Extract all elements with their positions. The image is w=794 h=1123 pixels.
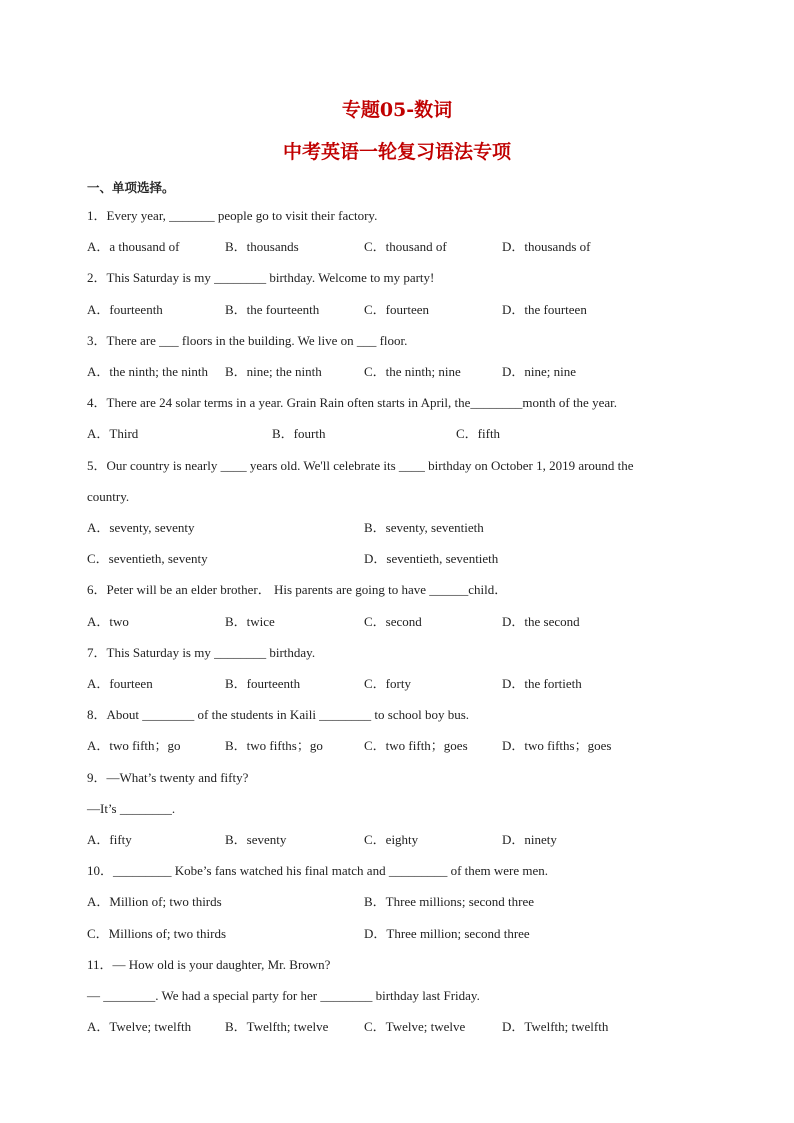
q1-option-a: A．a thousand of <box>87 239 180 254</box>
q4-option-b: B．fourth <box>272 426 326 441</box>
q1-option-b: B．thousands <box>225 239 299 254</box>
q9-option-a: A．fifty <box>87 832 132 847</box>
question-5-stem-cont: country. <box>87 489 130 504</box>
q10-option-b: B．Three millions; second three <box>364 894 535 909</box>
question-11-stem-cont: — ________. We had a special party for her ________ birthday last Friday. <box>87 988 480 1003</box>
q11-option-c: C．Twelve; twelve <box>364 1019 466 1034</box>
q7-option-c: C．forty <box>364 676 411 691</box>
q8-option-d: D．two fifths；goes <box>502 738 612 753</box>
q11-option-a: A．Twelve; twelfth <box>87 1019 192 1034</box>
q1-option-d: D．thousands of <box>502 239 591 254</box>
q5-option-d: D．seventieth, seventieth <box>364 551 499 566</box>
q9-option-c: C．eighty <box>364 832 419 847</box>
q2-option-b: B．the fourteenth <box>225 302 320 317</box>
q10-option-d: D．Three million; second three <box>364 926 530 941</box>
q3-option-d: D．nine; nine <box>502 364 577 379</box>
q11-option-d: D．Twelfth; twelfth <box>502 1019 609 1034</box>
q8-option-c: C．two fifth；goes <box>364 738 468 753</box>
question-6-stem: 6．Peter will be an elder brother． His parents are going to have ______child． <box>87 582 508 597</box>
question-2-stem: 2．This Saturday is my ________ birthday. Welcome to my party! <box>87 270 435 285</box>
section-heading: 一、单项选择。 <box>87 180 175 195</box>
q4-option-c: C．fifth <box>456 426 501 441</box>
q10-option-a: A．Million of; two thirds <box>87 894 222 909</box>
question-3-stem: 3．There are ___ floors in the building. We live on ___ floor. <box>87 333 408 348</box>
question-4-stem: 4．There are 24 solar terms in a year. Grain Rain often starts in April, the________month of the year. <box>87 395 617 410</box>
q9-option-b: B．seventy <box>225 832 287 847</box>
q6-option-a: A．two <box>87 614 129 629</box>
q7-option-a: A．fourteen <box>87 676 153 691</box>
question-7-stem: 7．This Saturday is my ________ birthday. <box>87 645 316 660</box>
page-title: 专题05-数词 <box>341 99 453 121</box>
q2-option-a: A．fourteenth <box>87 302 163 317</box>
q1-option-c: C．thousand of <box>364 239 447 254</box>
q7-option-d: D．the fortieth <box>502 676 582 691</box>
q5-option-a: A．seventy, seventy <box>87 520 195 535</box>
question-5-stem: 5．Our country is nearly ____ years old. We'll celebrate its ____ birthday on October 1, 2019 around the <box>87 458 634 473</box>
q9-option-d: D．ninety <box>502 832 557 847</box>
q2-option-d: D．the fourteen <box>502 302 587 317</box>
q3-option-c: C．the ninth; nine <box>364 364 461 379</box>
q8-option-b: B．two fifths；go <box>225 738 323 753</box>
q6-option-c: C．second <box>364 614 422 629</box>
question-1-stem: 1．Every year, _______ people go to visit their factory. <box>87 208 378 223</box>
question-10-stem: 10．_________ Kobe’s fans watched his final match and _________ of them were men. <box>87 863 549 878</box>
q5-option-b: B．seventy, seventieth <box>364 520 484 535</box>
q3-option-b: B．nine; the ninth <box>225 364 322 379</box>
q11-option-b: B．Twelfth; twelve <box>225 1019 329 1034</box>
page-subtitle: 中考英语一轮复习语法专项 <box>282 141 511 163</box>
question-11-stem: 11．— How old is your daughter, Mr. Brown? <box>87 957 331 972</box>
question-8-stem: 8．About ________ of the students in Kaili ________ to school boy bus. <box>87 707 470 722</box>
q4-option-a: A．Third <box>87 426 139 441</box>
q6-option-d: D．the second <box>502 614 580 629</box>
q5-option-c: C．seventieth, seventy <box>87 551 208 566</box>
question-9-stem-cont: —It’s ________. <box>87 801 176 816</box>
q8-option-a: A．two fifth；go <box>87 738 181 753</box>
q7-option-b: B．fourteenth <box>225 676 301 691</box>
q2-option-c: C．fourteen <box>364 302 429 317</box>
q10-option-c: C．Millions of; two thirds <box>87 926 227 941</box>
q3-option-a: A．the ninth; the ninth <box>87 364 208 379</box>
question-9-stem: 9．—What’s twenty and fifty? <box>87 770 249 785</box>
q6-option-b: B．twice <box>225 614 275 629</box>
